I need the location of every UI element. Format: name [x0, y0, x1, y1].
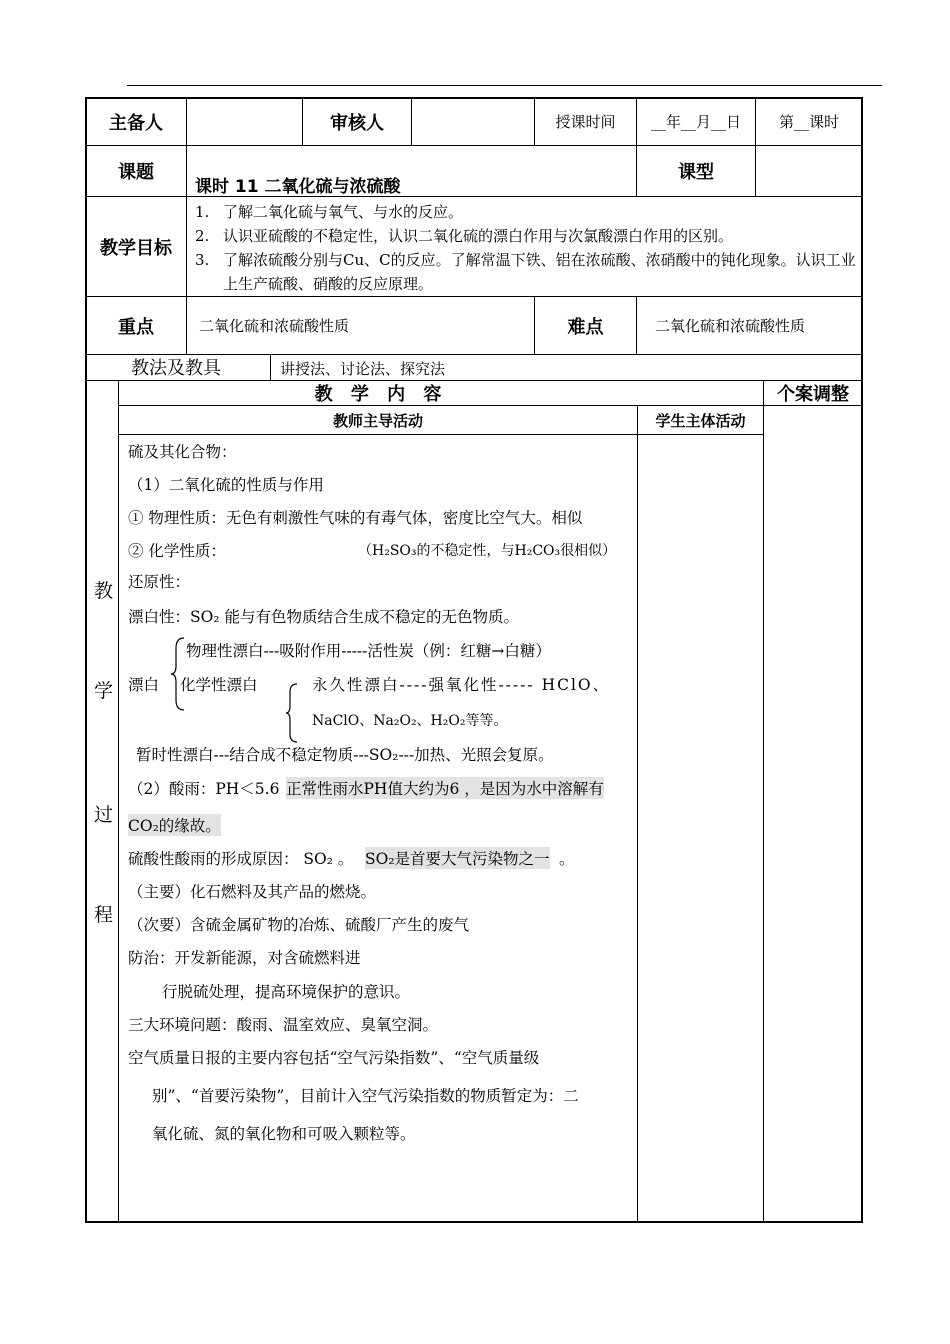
permanent-bleach-examples: NaClO、Na₂O₂、H₂O₂等等。: [312, 713, 508, 729]
key-point-value: 二氧化硫和浓硫酸性质: [199, 317, 350, 335]
bleach-root: 漂白: [128, 676, 160, 694]
date-field[interactable]: __年__月__日: [650, 113, 741, 131]
content-line: 还原性：: [128, 573, 191, 591]
goals-list: [195, 200, 860, 296]
content-line: （主要）化石燃料及其产品的燃烧。: [128, 883, 377, 901]
difficult-point-label: 难点: [567, 316, 604, 338]
preparer-label: 主备人: [109, 112, 163, 134]
content-line: 漂白性：SO₂ 能与有色物质结合生成不稳定的无色物质。: [128, 608, 519, 626]
col-line: [637, 405, 638, 1222]
reviewer-value[interactable]: [412, 98, 534, 145]
content-line: 行脱硫处理，提高环境保护的意识。: [162, 983, 411, 1001]
time-label: 授课时间: [555, 113, 616, 131]
process-side-char: 学: [94, 680, 114, 702]
acid-rain-highlight: 正常性雨水PH值大约为6 ，是因为水中溶解有: [286, 777, 604, 799]
chemical-brace: [285, 682, 299, 744]
student-activity-header: 学生主体活动: [655, 411, 746, 430]
type-value[interactable]: [756, 146, 862, 196]
methods-value: 讲授法、讨论法、探究法: [280, 360, 446, 378]
goal-item: 3. 了解浓硫酸分别与Cu、C的反应。了解常温下铁、铝在浓硫酸、浓硝酸中的钝化现象。认识工业上生产硫酸、硝酸的反应原理。: [195, 251, 856, 293]
type-label: 课型: [678, 162, 714, 183]
process-side-char: 教: [94, 580, 114, 602]
permanent-bleach: 永久性漂白----强氧化性----- HClO、: [312, 676, 611, 694]
content-line: 防治：开发新能源，对含硫燃料进: [128, 949, 361, 967]
content-line: （次要）含硫金属矿物的冶炼、硫酸厂产生的废气: [128, 916, 470, 934]
content-line: 硫及其化合物：: [128, 443, 237, 461]
content-line: （1）二氧化硫的性质与作用: [128, 476, 324, 494]
temporary-bleach: 暂时性漂白---结合成不稳定物质---SO₂---加热、光照会复原。: [136, 746, 554, 764]
acid-rain-line: （2）酸雨：PH＜5.6: [128, 780, 280, 798]
adjust-header: 个案调整: [777, 384, 849, 405]
content-line: 空气质量日报的主要内容包括“空气污染指数”、“空气质量级: [128, 1049, 540, 1067]
content-line: 三大环境问题：酸雨、温室效应、臭氧空洞。: [128, 1016, 439, 1034]
col-line: [763, 380, 764, 1222]
content-line: 别”、“首要污染物”，目前计入空气污染指数的物质暂定为：二: [152, 1087, 579, 1105]
difficult-point-value: 二氧化硫和浓硫酸性质: [655, 317, 806, 335]
period-field[interactable]: 第__课时: [778, 113, 839, 131]
content-line: （H₂SO₃的不稳定性，与H₂CO₃很相似）: [358, 543, 617, 559]
col-line: [270, 354, 271, 380]
preparer-value[interactable]: [187, 98, 302, 145]
reviewer-label: 审核人: [330, 112, 384, 134]
content-line: 。: [559, 850, 575, 868]
col-line: [118, 380, 119, 1222]
teacher-activity-header: 教师主导活动: [332, 411, 423, 430]
process-side-char: 程: [94, 904, 114, 926]
physical-bleach: 物理性漂白---吸附作用-----活性炭（例：红糖→白糖）: [186, 642, 551, 660]
goal-item: 2. 认识亚硫酸的不稳定性，认识二氧化硫的漂白作用与次氯酸漂白作用的区别。: [195, 227, 734, 245]
chemical-bleach: 化学性漂白: [180, 676, 258, 694]
goals-label: 教学目标: [100, 237, 172, 259]
content-line: 硫酸性酸雨的形成原因： SO₂ 。: [128, 850, 354, 868]
content-line: ① 物理性质：无色有刺激性气味的有毒气体，密度比空气大。相似: [128, 509, 583, 527]
header-rule: [127, 85, 882, 86]
acid-rain-highlight: CO₂的缘故。: [128, 814, 221, 836]
process-side-char: 过: [94, 804, 114, 826]
topic-label: 课题: [118, 162, 154, 183]
methods-label: 教法及教具: [131, 358, 221, 379]
content-line: ② 化学性质：: [128, 542, 226, 560]
topic-value: 课时 11 二氧化硫与浓硫酸: [195, 177, 401, 197]
row-line: [118, 434, 763, 435]
content-header: 教 学 内 容: [314, 384, 442, 405]
content-line: 氧化硫、氮的氧化物和可吸入颗粒等。: [152, 1125, 416, 1143]
goal-item: 1. 了解二氧化硫与氧气、与水的反应。: [195, 203, 464, 221]
cause-highlight: SO₂是首要大气污染物之一: [365, 847, 550, 869]
key-point-label: 重点: [118, 316, 154, 338]
